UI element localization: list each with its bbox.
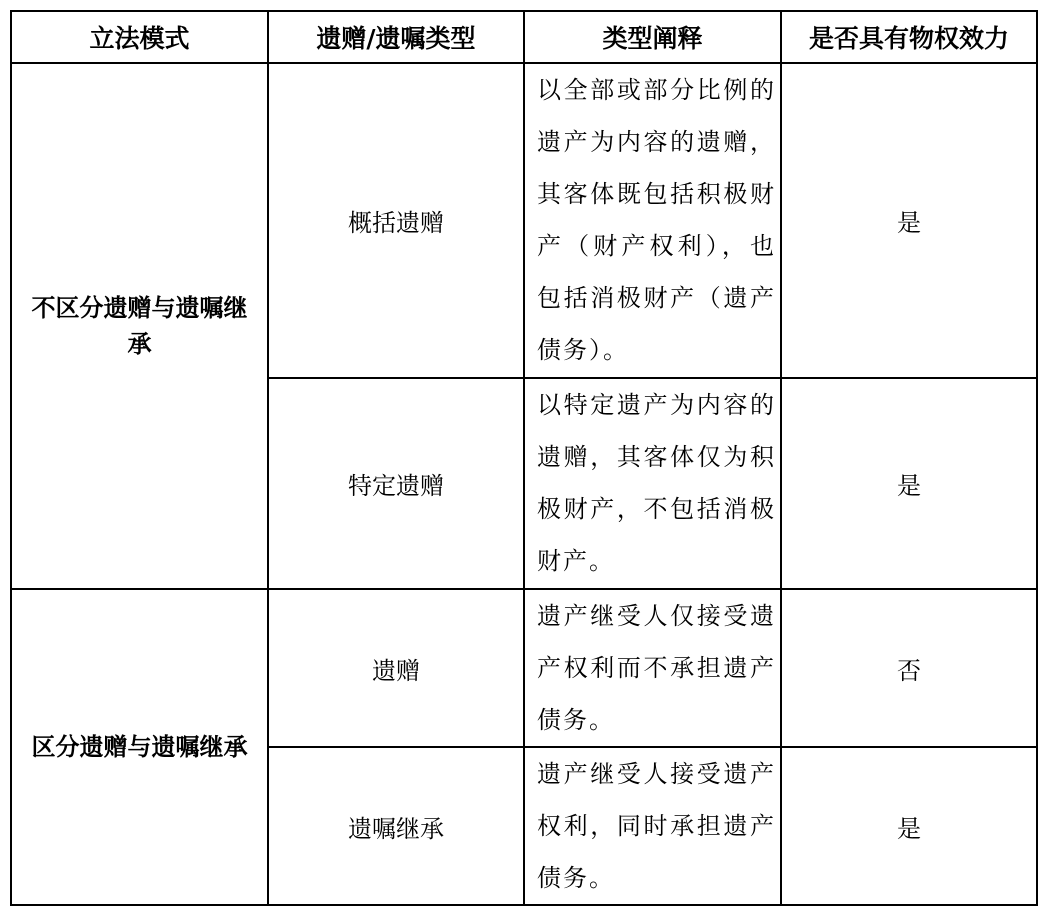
mode-label: 区分遗赠与遗嘱继承 (31, 733, 248, 761)
comparison-table (10, 10, 1038, 906)
type-cell: 遗嘱继承 (268, 747, 524, 905)
mode-cell-undistinguished (11, 63, 268, 589)
type-cell: 特定遗赠 (268, 378, 524, 589)
document-page (10, 10, 1036, 906)
mode-cell-distinguished (11, 589, 268, 905)
table-row (11, 63, 1037, 378)
type-cell: 概括遗赠 (268, 63, 524, 378)
effect-cell: 否 (781, 589, 1037, 747)
description-cell: 遗产继受人仅接受遗产权利而不承担遗产债务。 (524, 589, 781, 747)
description-cell: 以特定遗产为内容的遗赠，其客体仅为积极财产，不包括消极财产。 (524, 378, 781, 589)
table-row (11, 589, 1037, 747)
description-cell: 遗产继受人接受遗产权利，同时承担遗产债务。 (524, 747, 781, 905)
effect-cell: 是 (781, 63, 1037, 378)
header-property-effect: 是否具有物权效力 (781, 11, 1037, 63)
description-cell: 以全部或部分比例的遗产为内容的遗赠，其客体既包括积极财产（财产权利），也包括消极财产（遗产债务）。 (524, 63, 781, 378)
effect-cell: 是 (781, 747, 1037, 905)
effect-cell: 是 (781, 378, 1037, 589)
header-legislative-mode: 立法模式 (11, 11, 268, 63)
table-body (11, 63, 1037, 905)
header-bequest-type: 遗赠/遗嘱类型 (268, 11, 524, 63)
type-cell: 遗赠 (268, 589, 524, 747)
mode-label: 不区分遗赠与遗嘱继承 (31, 294, 248, 358)
table-header (11, 11, 1037, 63)
header-type-explanation: 类型阐释 (524, 11, 781, 63)
header-row (11, 11, 1037, 63)
